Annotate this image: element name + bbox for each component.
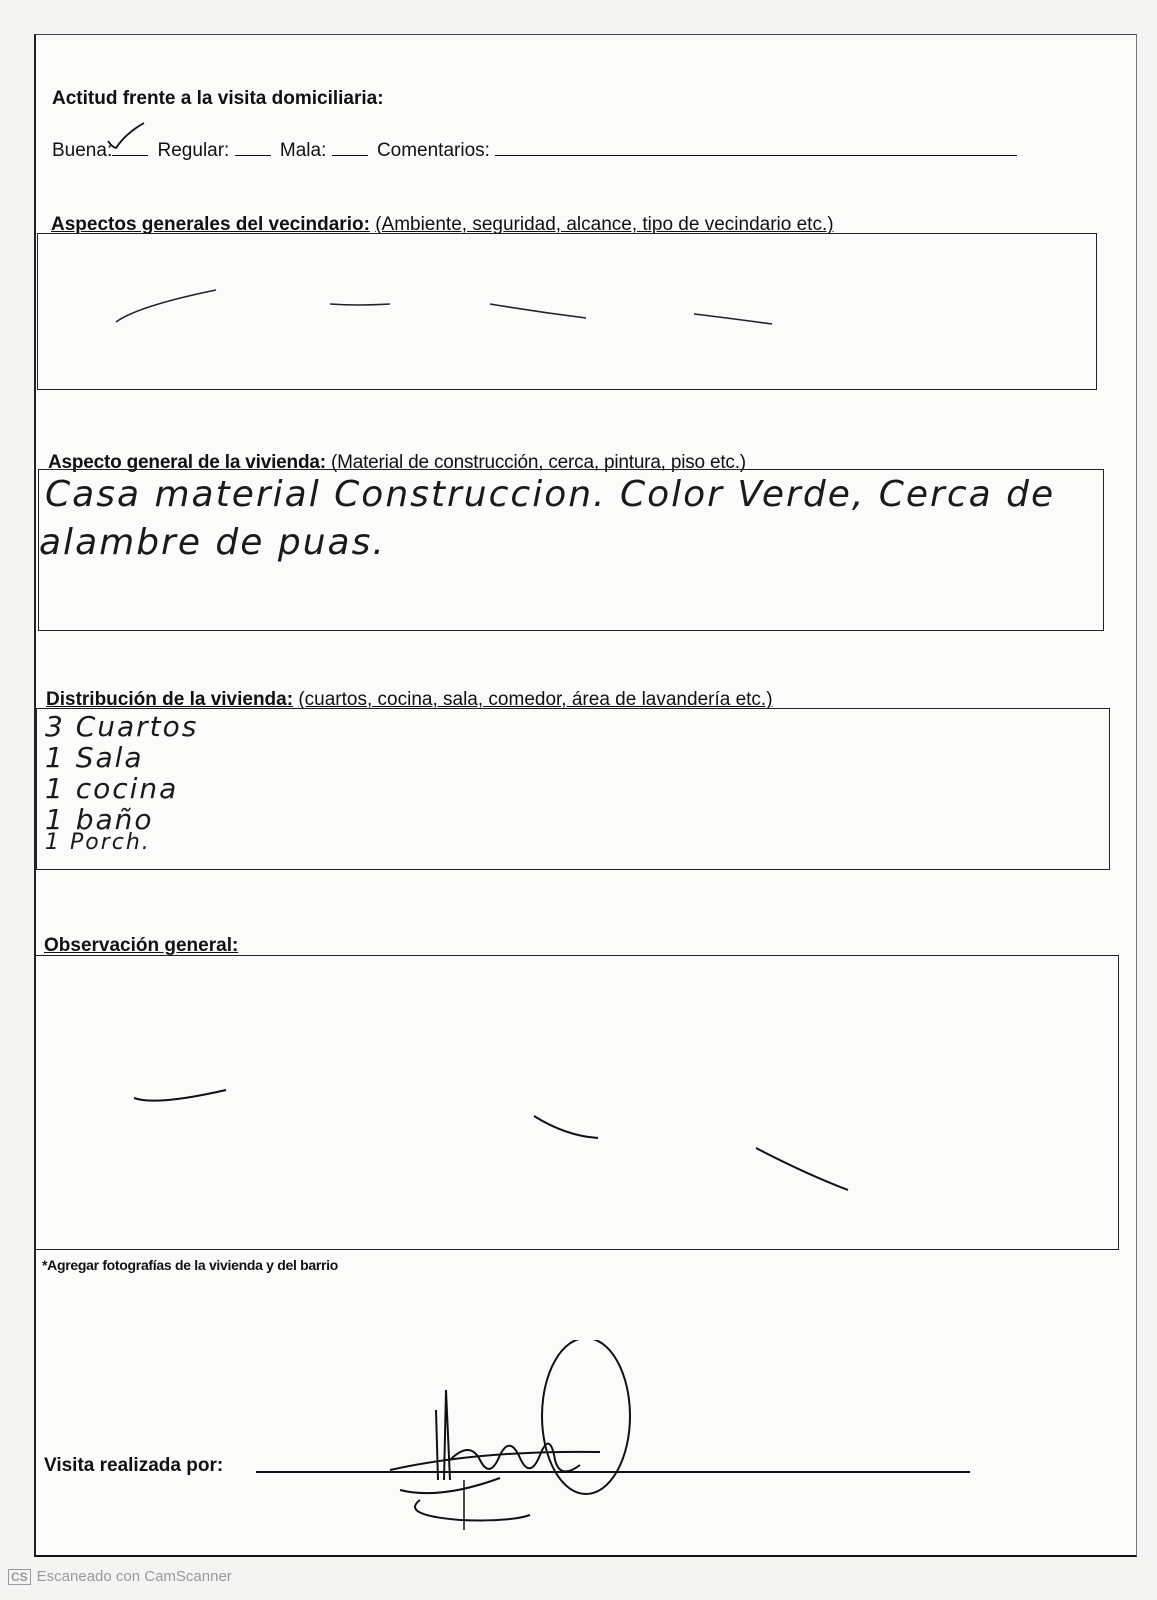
distribucion-list	[45, 711, 198, 858]
actitud-title: Actitud frente a la visita domiciliaria:	[52, 88, 384, 109]
vecindario-box[interactable]	[37, 233, 1097, 390]
distribucion-box[interactable]	[36, 708, 1110, 870]
checkmark-icon	[104, 121, 150, 151]
buena-label: Buena:	[52, 140, 113, 161]
distribucion-item: 1 Sala	[45, 741, 144, 774]
distribucion-item: 3 Cuartos	[45, 710, 199, 743]
vivienda-title: Aspecto general de la vivienda:	[48, 452, 326, 473]
vivienda-box[interactable]	[38, 469, 1104, 631]
actitud-options	[52, 140, 1017, 162]
photos-note: *Agregar fotografías de la vivienda y del barrio	[42, 1257, 339, 1273]
regular-label: Regular:	[157, 140, 230, 161]
scanner-watermark	[8, 1568, 232, 1585]
vivienda-text-line2: alambre de puas.	[39, 522, 386, 563]
signature-image	[380, 1340, 660, 1540]
distribucion-hint: (cuartos, cocina, sala, comedor, área de lavandería etc.)	[298, 689, 773, 710]
vecindario-hint: (Ambiente, seguridad, alcance, tipo de vecindario etc.)	[375, 214, 834, 235]
regular-field[interactable]	[235, 141, 271, 156]
distribucion-item: 1 Porch.	[45, 830, 151, 855]
buena-field[interactable]	[112, 141, 148, 156]
firma-label: Visita realizada por:	[44, 1455, 224, 1476]
comentarios-field[interactable]	[495, 141, 1017, 156]
vivienda-text-line1: Casa material Construccion. Color Verde, Cerca de	[45, 474, 1056, 515]
distribucion-title: Distribución de la vivienda:	[46, 689, 294, 710]
scanner-text: Escaneado con CamScanner	[36, 1568, 232, 1585]
dash-marks	[38, 234, 1096, 389]
dash-marks	[36, 956, 1118, 1249]
mala-label: Mala:	[279, 140, 327, 161]
observacion-box[interactable]	[35, 955, 1119, 1250]
comentarios-label: Comentarios:	[376, 140, 490, 161]
vivienda-hint: (Material de construcción, cerca, pintura, piso etc.)	[330, 452, 746, 473]
observacion-title: Observación general:	[44, 935, 239, 956]
distribucion-item: 1 baño	[45, 803, 154, 836]
camscanner-logo: CS	[8, 1569, 31, 1585]
mala-field[interactable]	[332, 141, 368, 156]
distribucion-item: 1 cocina	[45, 772, 179, 805]
vecindario-title: Aspectos generales del vecindario:	[51, 214, 370, 235]
